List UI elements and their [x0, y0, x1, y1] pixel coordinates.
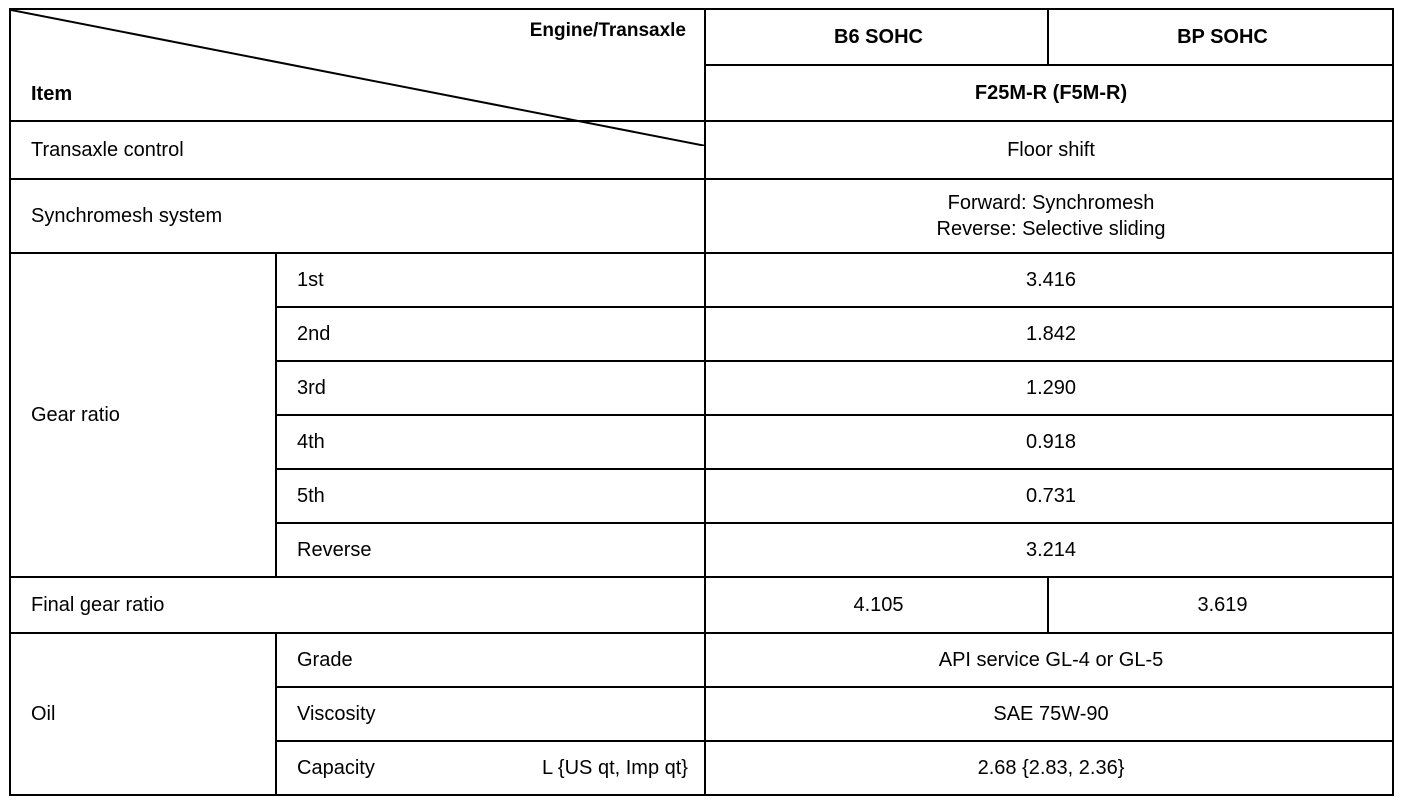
oil-label: Oil	[10, 633, 276, 795]
oil-viscosity-value: SAE 75W-90	[705, 687, 1393, 741]
gear-label: 5th	[276, 469, 705, 523]
specification-table	[9, 8, 1394, 796]
item-header: Item	[31, 83, 73, 105]
gear-ratio-label: Gear ratio	[10, 253, 276, 577]
oil-capacity-value: 2.68 {2.83, 2.36}	[705, 741, 1393, 795]
gear-value: 3.416	[705, 253, 1393, 307]
table-row	[10, 633, 1393, 687]
gear-label: 4th	[276, 415, 705, 469]
gear-label: 1st	[276, 253, 705, 307]
gear-label: 3rd	[276, 361, 705, 415]
gear-value: 0.918	[705, 415, 1393, 469]
synchromesh-reverse: Reverse: Selective sliding	[936, 218, 1166, 240]
final-gear-ratio-b6: 4.105	[705, 577, 1048, 633]
synchromesh-forward: Forward: Synchromesh	[947, 192, 1155, 214]
gear-value: 1.842	[705, 307, 1393, 361]
transaxle-control-label: Transaxle control	[10, 121, 705, 179]
final-gear-ratio-bp: 3.619	[1048, 577, 1393, 633]
bp-sohc-header: BP SOHC	[1048, 9, 1393, 65]
gear-label: Reverse	[276, 523, 705, 577]
b6-sohc-header: B6 SOHC	[705, 9, 1048, 65]
final-gear-ratio-label: Final gear ratio	[10, 577, 705, 633]
table-row	[10, 577, 1393, 633]
oil-capacity-label: Capacity	[297, 756, 375, 779]
oil-grade-value: API service GL-4 or GL-5	[705, 633, 1393, 687]
gear-label: 2nd	[276, 307, 705, 361]
table-row	[10, 253, 1393, 307]
engine-transaxle-header: Engine/Transaxle	[529, 20, 686, 41]
oil-capacity-unit: L {US qt, Imp qt}	[541, 756, 688, 779]
synchromesh-value	[705, 179, 1393, 253]
oil-capacity-cell	[276, 741, 705, 795]
synchromesh-label: Synchromesh system	[10, 179, 705, 253]
transaxle-model-header: F25M-R (F5M-R)	[705, 65, 1393, 121]
gear-value: 3.214	[705, 523, 1393, 577]
gear-value: 1.290	[705, 361, 1393, 415]
header-diagonal-cell	[10, 9, 705, 121]
oil-viscosity-label: Viscosity	[276, 687, 705, 741]
transaxle-control-value: Floor shift	[705, 121, 1393, 179]
oil-grade-label: Grade	[276, 633, 705, 687]
table-row	[10, 179, 1393, 253]
gear-value: 0.731	[705, 469, 1393, 523]
